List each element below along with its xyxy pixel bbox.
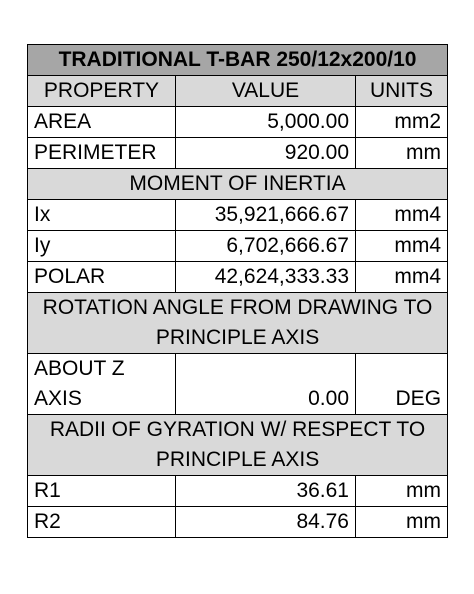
row-area-unit: mm2 (356, 107, 448, 138)
row-iy-label: Iy (28, 231, 176, 262)
row-r1-value: 36.61 (176, 476, 356, 507)
row-perimeter-label: PERIMETER (28, 138, 176, 169)
row-ix-value: 35,921,666.67 (176, 200, 356, 231)
section-row-rotation (28, 293, 448, 354)
section-row-radii (28, 415, 448, 476)
row-polar-unit: mm4 (356, 262, 448, 293)
title-row (28, 45, 448, 76)
row-polar-label: POLAR (28, 262, 176, 293)
header-property: PROPERTY (28, 76, 176, 107)
section-heading-rotation: ROTATION ANGLE FROM DRAWING TO PRINCIPLE AXIS (28, 293, 448, 354)
row-iy-value: 6,702,666.67 (176, 231, 356, 262)
row-r2-unit: mm (356, 507, 448, 538)
row-rotation-unit: DEG (356, 354, 448, 415)
row-ix-label: Ix (28, 200, 176, 231)
table-row (28, 354, 448, 415)
section-row-inertia (28, 169, 448, 200)
table-row (28, 507, 448, 538)
header-value: VALUE (176, 76, 356, 107)
header-row (28, 76, 448, 107)
row-perimeter-value: 920.00 (176, 138, 356, 169)
row-r1-label: R1 (28, 476, 176, 507)
row-ix-unit: mm4 (356, 200, 448, 231)
table-row (28, 476, 448, 507)
row-area-label: AREA (28, 107, 176, 138)
table-row (28, 231, 448, 262)
row-r2-value: 84.76 (176, 507, 356, 538)
row-rotation-label: ABOUT Z AXIS (28, 354, 176, 415)
section-heading-radii: RADII OF GYRATION W/ RESPECT TO PRINCIPLE AXIS (28, 415, 448, 476)
table-row (28, 138, 448, 169)
table-title: TRADITIONAL T-BAR 250/12x200/10 (28, 45, 448, 76)
table-row (28, 262, 448, 293)
row-iy-unit: mm4 (356, 231, 448, 262)
table-row (28, 107, 448, 138)
row-r1-unit: mm (356, 476, 448, 507)
section-properties-table (27, 44, 448, 538)
header-units: UNITS (356, 76, 448, 107)
row-perimeter-unit: mm (356, 138, 448, 169)
row-polar-value: 42,624,333.33 (176, 262, 356, 293)
row-r2-label: R2 (28, 507, 176, 538)
row-area-value: 5,000.00 (176, 107, 356, 138)
section-heading-inertia: MOMENT OF INERTIA (28, 169, 448, 200)
table-row (28, 200, 448, 231)
row-rotation-value: 0.00 (176, 354, 356, 415)
